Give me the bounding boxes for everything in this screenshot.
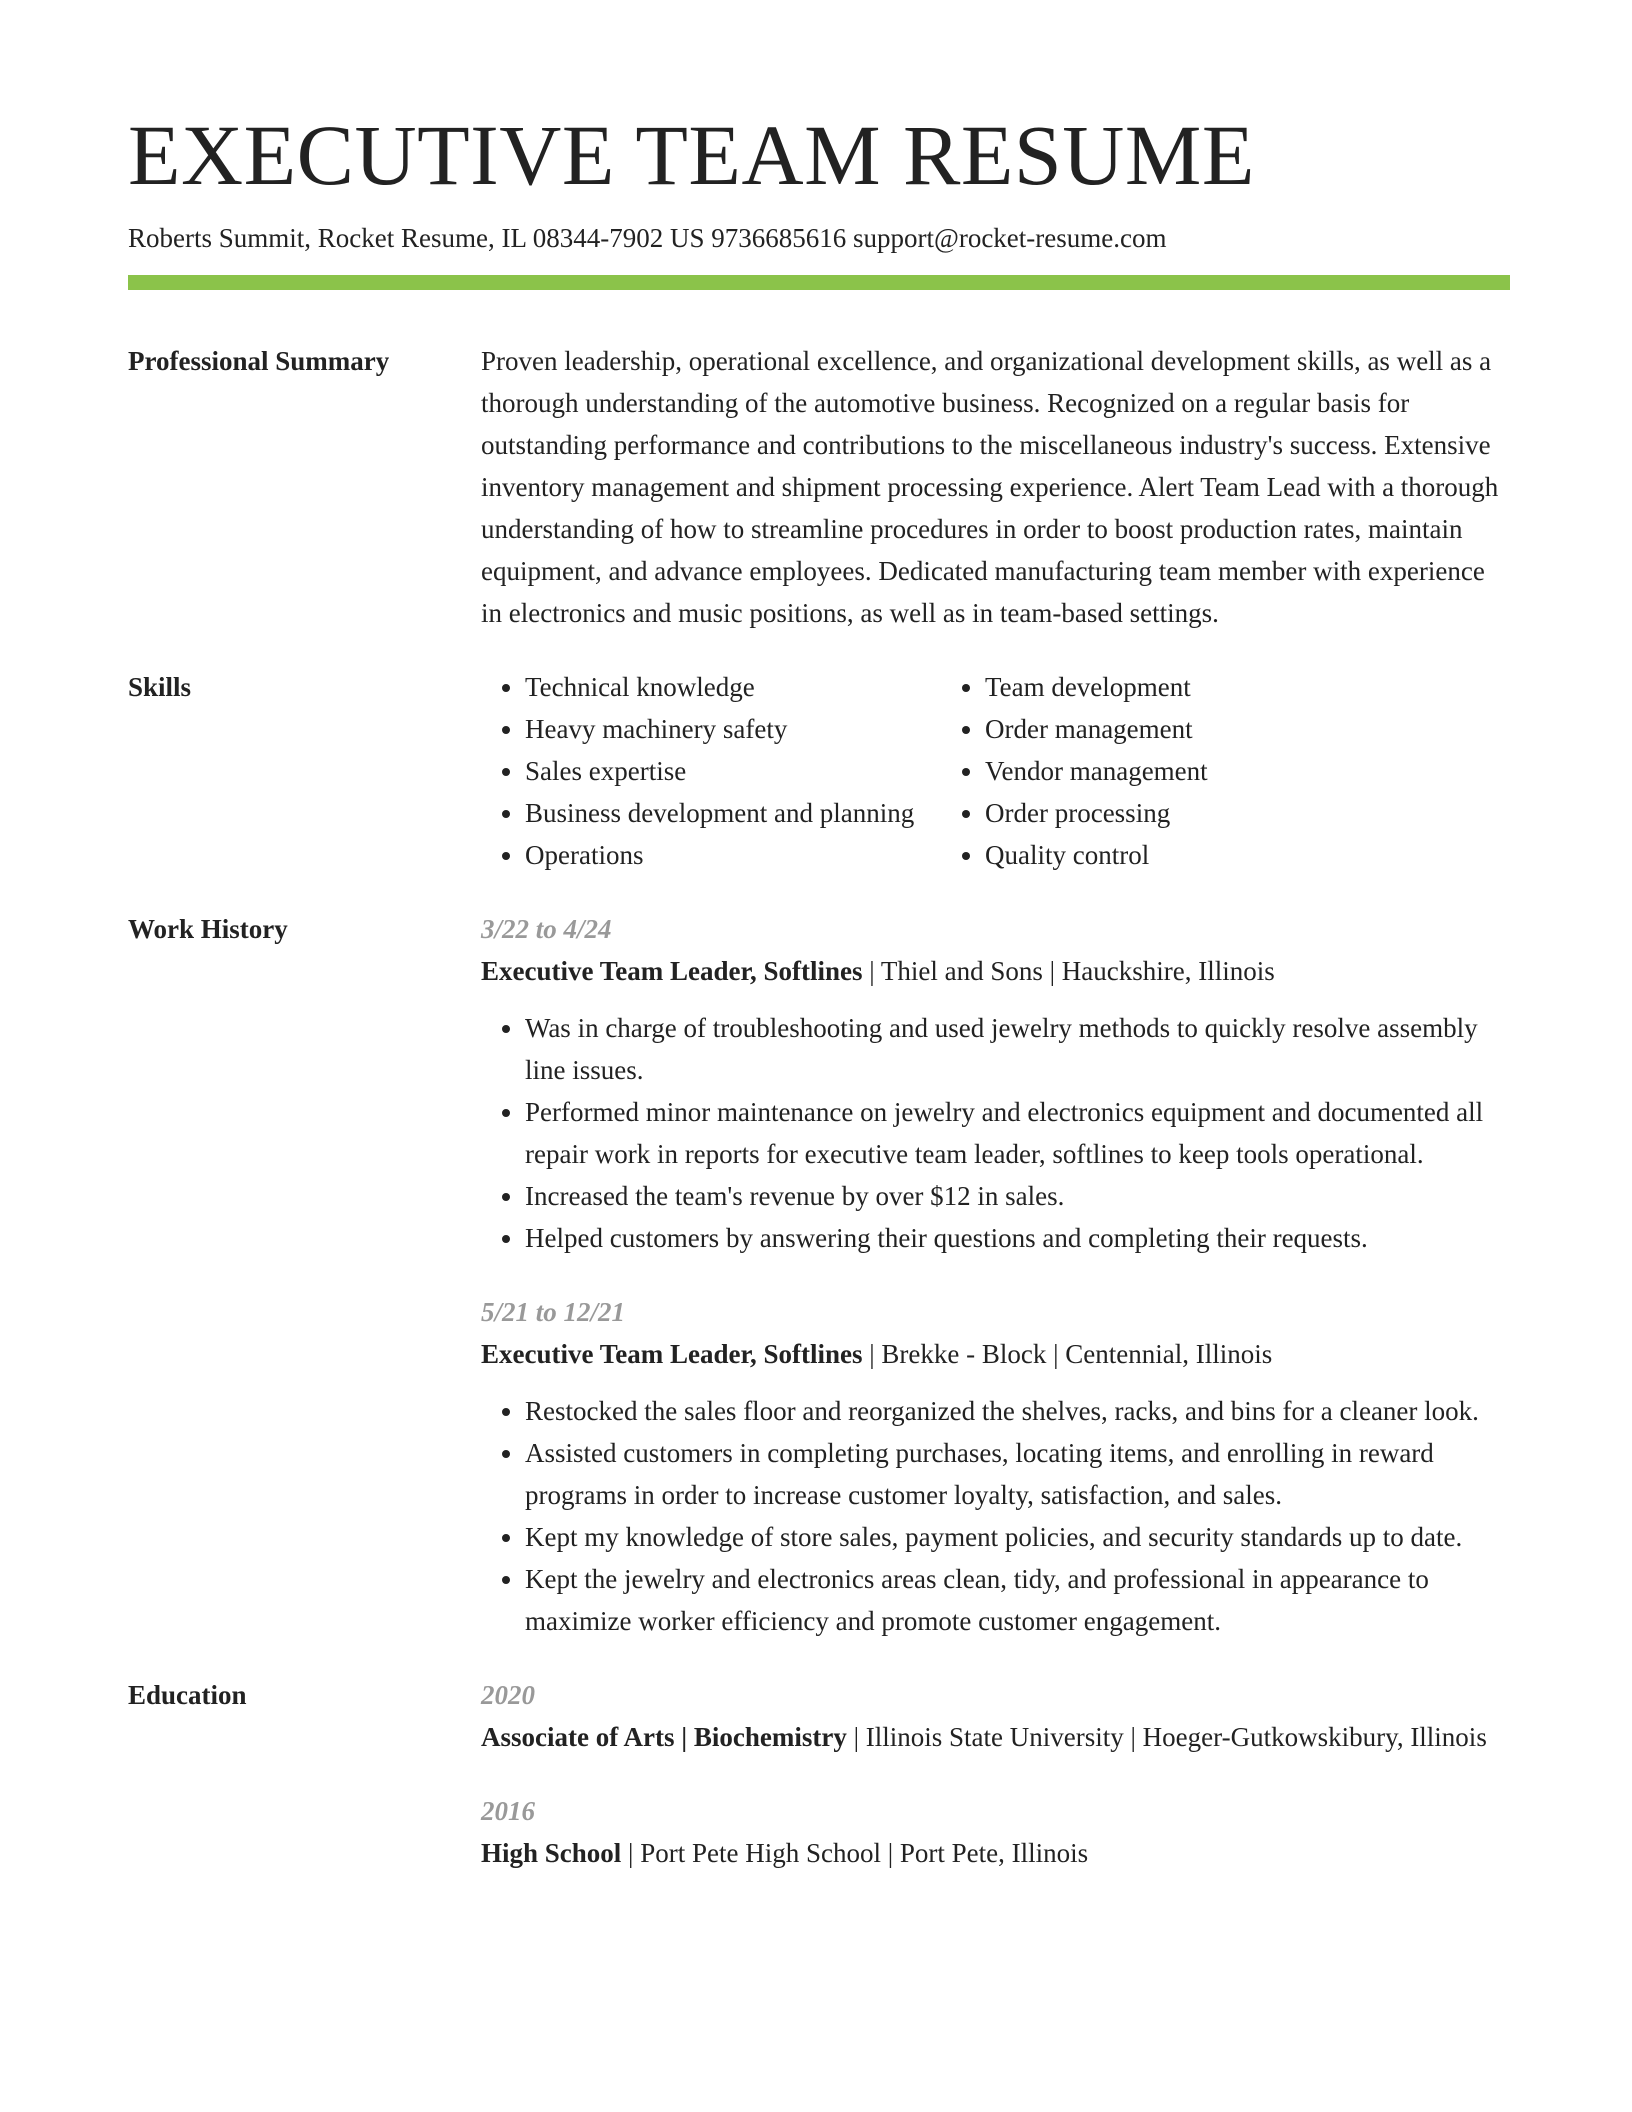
education-year: 2020 [481,1680,535,1711]
education-degree: High School [481,1838,622,1869]
contact-line [128,222,1510,254]
job-dates: 3/22 to 4/24 [481,914,612,945]
skill-item: • Team development [985,666,1510,708]
skill-item: • Sales expertise [525,750,941,792]
job-bullet: • Assisted customers in completing purchases, locating items, and enrolling in reward programs in order to increase customer loyalty, satisfaction, and sales. [525,1432,1510,1516]
job-bullet: • Restocked the sales floor and reorganized the shelves, racks, and bins for a cleaner look. [525,1390,1510,1432]
job-bullet: • Increased the team's revenue by over $12 in sales. [525,1175,1510,1217]
job-employer-location: | Brekke - Block | Centennial, Illinois [862,1339,1273,1370]
skill-item: • Business development and planning [525,792,941,834]
header-divider [128,275,1510,290]
skill-item: • Technical knowledge [525,666,941,708]
job-entry [481,908,1510,1259]
work-history-body [481,908,1510,1642]
skill-item: • Heavy machinery safety [525,708,941,750]
contact-address: Roberts Summit, Rocket Resume, IL 08344-7902 US [128,223,705,253]
skills-list-left [481,666,941,876]
education-body [481,1674,1510,1874]
job-title: Executive Team Leader, Softlines [481,1339,863,1370]
skill-item: • Order processing [985,792,1510,834]
contact-email: support@rocket-resume.com [852,223,1167,253]
contact-phone: 9736685616 [711,223,847,253]
skills-columns [481,666,1510,876]
education-year: 2016 [481,1796,535,1827]
skill-item: • Vendor management [985,750,1510,792]
skill-item: • Quality control [985,834,1510,876]
job-entry [481,1291,1510,1642]
summary-text: Proven leadership, operational excellence, and organizational development skills, as well as a thorough understanding of the automotive business. Recognized on a regular basis for outstanding performance and contributions to the miscellaneous industry's success. Extensive inventory management and shipment processing experience. Alert Team Lead with a thorough understanding of how to streamline procedures in order to boost production rates, maintain equipment, and advance employees. Dedicated manufacturing team member with experience in electronics and music positions, as well as in team-based settings. [481,346,1499,629]
education-degree: Associate of Arts | Biochemistry [481,1722,847,1753]
job-bullet: • Performed minor maintenance on jewelry and electronics equipment and documented all repair work in reports for executive team leader, softlines to keep tools operational. [525,1091,1510,1175]
education-school-location: | Port Pete High School | Port Pete, Illinois [621,1838,1089,1869]
skill-item: • Order management [985,708,1510,750]
job-title: Executive Team Leader, Softlines [481,956,863,987]
work-history-heading: Work History [128,914,288,945]
job-bullet: • Kept the jewelry and electronics areas clean, tidy, and professional in appearance to maximize worker efficiency and promote customer engagement. [525,1558,1510,1642]
resume-title: EXECUTIVE TEAM RESUME [128,107,1255,203]
education-school-location: | Illinois State University | Hoeger-Gutkowskibury, Illinois [846,1722,1487,1753]
job-bullet: • Kept my knowledge of store sales, payment policies, and security standards up to date. [525,1516,1510,1558]
skill-item: • Operations [525,834,941,876]
skills-body [481,666,1510,876]
skills-heading: Skills [128,672,192,703]
job-bullets [481,1390,1510,1642]
job-heading [481,950,1510,992]
job-bullet: • Helped customers by answering their questions and completing their requests. [525,1217,1510,1259]
education-entry [481,1790,1510,1874]
education-heading: Education [128,1680,247,1711]
summary-heading: Professional Summary [128,346,390,377]
education-heading-line [481,1832,1510,1874]
work-history-section [128,908,1510,1642]
education-entry [481,1674,1510,1758]
summary-section [128,340,1510,634]
job-dates: 5/21 to 12/21 [481,1297,626,1328]
job-employer-location: | Thiel and Sons | Hauckshire, Illinois [862,956,1275,987]
skills-section [128,666,1510,876]
job-bullets [481,1007,1510,1259]
job-bullet: • Was in charge of troubleshooting and used jewelry methods to quickly resolve assembly line issues. [525,1007,1510,1091]
education-heading-line [481,1716,1510,1758]
education-section [128,1674,1510,1874]
job-heading [481,1333,1510,1375]
skills-list-right [941,666,1510,876]
